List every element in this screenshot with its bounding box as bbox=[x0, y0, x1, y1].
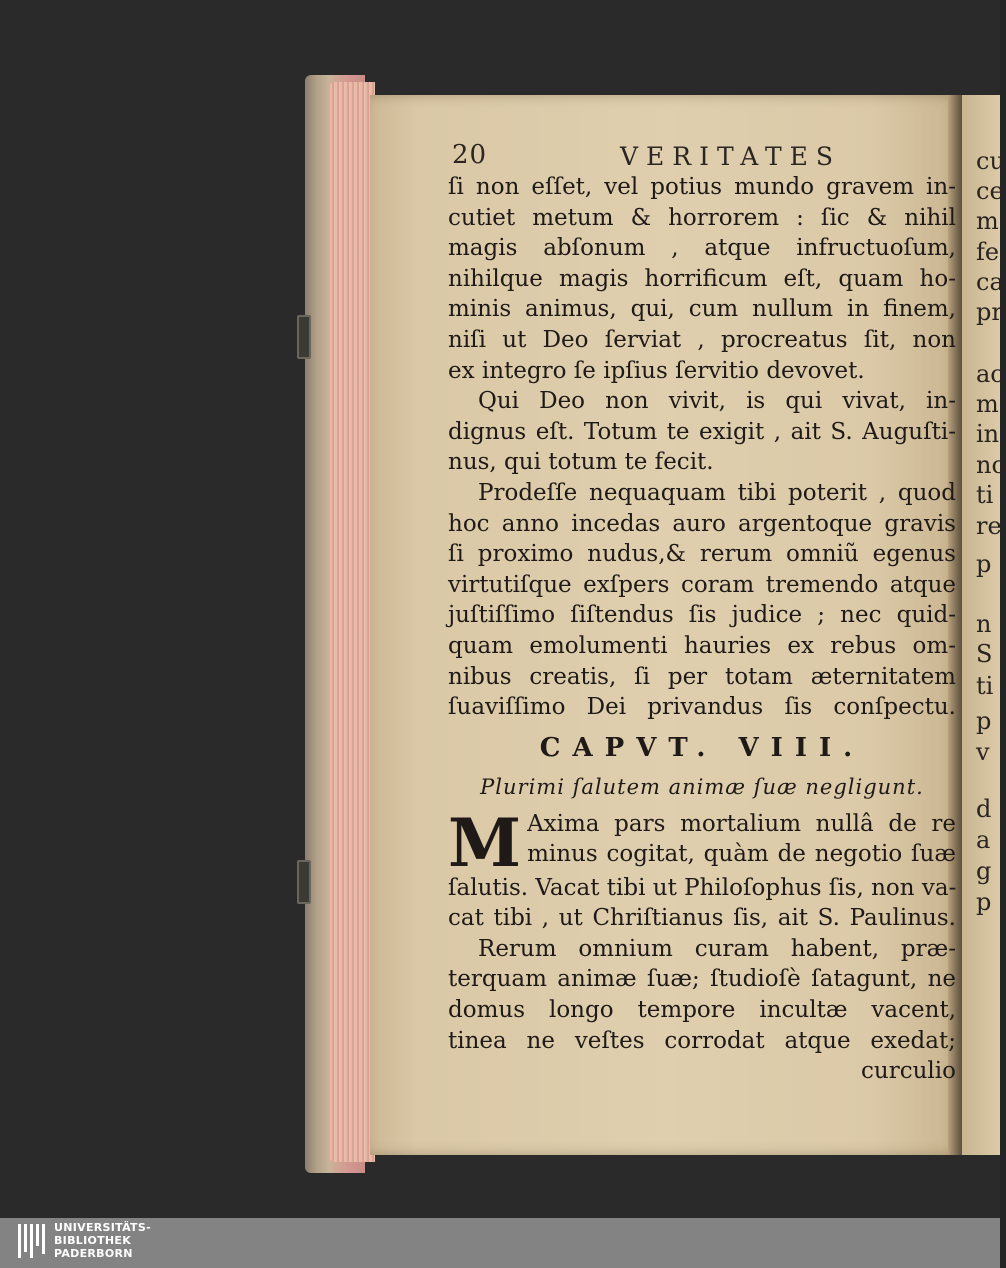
text-line: quam emolumenti hauries ex rebus om- bbox=[448, 632, 956, 659]
paragraph-4 bbox=[448, 803, 957, 934]
text-line: ſalutis. Vacat tibi ut Philoſophus ſis, non va- bbox=[448, 874, 957, 901]
facing-page-text: a bbox=[976, 826, 991, 854]
institution-line: UNIVERSITÄTS- bbox=[54, 1221, 151, 1234]
text-line: Axima pars mortalium nullâ de re bbox=[527, 810, 956, 837]
drop-cap: M bbox=[448, 803, 522, 882]
text-line: minus cogitat, quàm de negotio ſuæ bbox=[527, 841, 956, 868]
text-line: juſtiſſimo ſiſtendus ſis judice ; nec quid- bbox=[448, 602, 956, 629]
library-logo-icon bbox=[18, 1224, 46, 1258]
text-line: terquam animæ ſuæ; ſtudioſè ſatagunt, ne bbox=[448, 966, 956, 993]
institution-name bbox=[54, 1221, 151, 1260]
paragraph-2 bbox=[448, 386, 956, 478]
facing-page-text: pr bbox=[976, 298, 1003, 326]
facing-page-text: p bbox=[976, 550, 992, 578]
text-line: nus, qui totum te fecit. bbox=[448, 449, 714, 476]
facing-page-text: n bbox=[976, 610, 992, 638]
page-stack-edges bbox=[330, 82, 375, 1162]
chapter-subtitle: Plurimi ſalutem animæ ſuæ negligunt. bbox=[480, 774, 924, 799]
page-header bbox=[450, 140, 950, 176]
facing-page-text: S bbox=[976, 640, 993, 668]
text-line: magis abſonum , atque infructuoſum, bbox=[448, 235, 956, 262]
facing-page-text: ti bbox=[976, 481, 994, 509]
text-line: nibus creatis, ſi per totam æternitatem bbox=[448, 663, 956, 690]
text-line: Prodeſſe nequaquam tibi poterit , quod bbox=[478, 479, 956, 506]
facing-page-text: v bbox=[976, 738, 990, 766]
running-title: VERITATES bbox=[620, 142, 842, 171]
text-line: Qui Deo non vivit, is qui vivat, in- bbox=[478, 388, 956, 415]
institution-line: PADERBORN bbox=[54, 1247, 133, 1260]
text-line: nihilque magis horrificum eſt, quam ho- bbox=[448, 265, 956, 292]
facing-page-text: in bbox=[976, 420, 1000, 448]
facing-page-text: ce bbox=[976, 177, 1004, 205]
text-line: virtutiſque exſpers coram tremendo atque bbox=[448, 571, 956, 598]
facing-page-text: m bbox=[976, 390, 999, 418]
facing-page-text: p bbox=[976, 707, 992, 735]
paragraph-1 bbox=[448, 172, 956, 386]
facing-page-text: no bbox=[976, 451, 1006, 479]
catchword: curculio bbox=[861, 1058, 956, 1085]
facing-page-text: d bbox=[976, 795, 992, 823]
book-clasp-lower bbox=[297, 860, 311, 904]
chapter-heading: CAPVT. VIII. bbox=[539, 732, 865, 763]
facing-page-text: ti bbox=[976, 672, 994, 700]
text-line: tinea ne veſtes corrodat atque exedat; bbox=[448, 1027, 956, 1054]
paragraph-3 bbox=[448, 478, 956, 723]
facing-page-text: p bbox=[976, 888, 992, 916]
page-number: 20 bbox=[452, 140, 488, 170]
text-line: ſuaviſſimo Dei privandus ſis conſpectu. bbox=[448, 694, 956, 721]
facing-page-text: g bbox=[976, 857, 992, 885]
facing-page-text: ac bbox=[976, 360, 1004, 388]
text-line: niſi ut Deo ſerviat , procreatus ſit, non bbox=[448, 326, 956, 353]
page-text bbox=[448, 172, 956, 1087]
paragraph-5 bbox=[448, 934, 956, 1056]
text-line: domus longo tempore incultæ vacent, bbox=[448, 997, 956, 1024]
text-line: ſi non eſſet, vel potius mundo gravem in- bbox=[448, 174, 956, 200]
facing-page-text: fe bbox=[976, 238, 1000, 266]
text-line: cat tibi , ut Chriſtianus ſis, ait S. Paulinus. bbox=[448, 905, 956, 932]
footer-bar bbox=[0, 1218, 1000, 1268]
text-line: ſi proximo nudus,& rerum omniũ egenus bbox=[448, 541, 956, 568]
text-line: cutiet metum & horrorem : ſic & nihil bbox=[448, 204, 956, 231]
facing-page-fragment bbox=[962, 95, 1006, 1155]
institution-line: BIBLIOTHEK bbox=[54, 1234, 132, 1247]
text-line: dignus eſt. Totum te exigit , ait S. Auguſti- bbox=[448, 418, 956, 445]
book-clasp-upper bbox=[297, 315, 311, 359]
facing-page-text: m bbox=[976, 207, 999, 235]
facing-page-text: re bbox=[976, 512, 1002, 540]
facing-page-text: cu bbox=[976, 147, 1005, 175]
text-line: Rerum omnium curam habent, præ- bbox=[478, 935, 956, 962]
text-line: minis animus, qui, cum nullum in finem, bbox=[448, 296, 956, 323]
text-line: ex integro ſe ipſius ſervitio devovet. bbox=[448, 357, 865, 384]
text-line: hoc anno incedas auro argentoque gravis bbox=[448, 510, 956, 537]
facing-page-text: ca bbox=[976, 268, 1004, 296]
